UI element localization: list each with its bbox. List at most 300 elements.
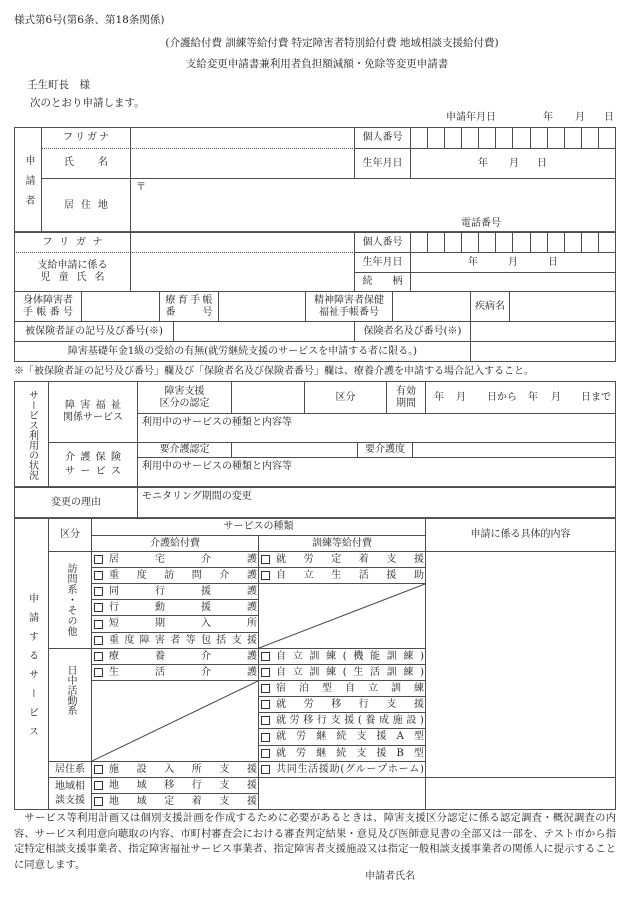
checkbox[interactable] xyxy=(94,620,103,629)
glyph: 生 xyxy=(297,763,308,775)
digit-cell[interactable] xyxy=(565,128,582,148)
application-year-unit: 年 xyxy=(543,112,553,123)
service-item-employment-retention[interactable] xyxy=(258,551,426,568)
glyph: 同 xyxy=(286,763,297,775)
glyph: 居 xyxy=(109,553,119,565)
digit-cell[interactable] xyxy=(565,233,582,252)
applicant-address-input[interactable] xyxy=(130,178,616,233)
application-date-label: 申請年月日 xyxy=(446,112,496,123)
label-line xyxy=(65,465,121,479)
service-item-community-settlement[interactable] xyxy=(91,793,259,810)
label-line: 福祉手帳番号 xyxy=(319,306,379,318)
applicant-birth-date-input[interactable] xyxy=(410,148,616,179)
label-text xyxy=(64,157,108,169)
glyph: 介 xyxy=(219,569,230,581)
label-line: 有効 xyxy=(396,385,416,397)
glyph: 泊 xyxy=(299,682,309,694)
glyph: 問 xyxy=(191,569,202,581)
glyph: 支 xyxy=(386,698,397,710)
checkbox[interactable] xyxy=(94,555,103,564)
child-name-input[interactable] xyxy=(130,252,355,292)
service-item-short-stay[interactable] xyxy=(91,615,259,633)
not-applicable-cell xyxy=(91,680,259,762)
glyph: 援 xyxy=(386,569,397,581)
insurance-note: ※「被保険者証の記号及び番号」欄及び「保険者名及び保険者番号」欄は、療養介護を申請する場合記入すること。 xyxy=(14,366,534,377)
applicant-birth-date-label: 生年月日 xyxy=(354,148,411,179)
glyph: フ xyxy=(42,236,53,248)
glyph: ル xyxy=(355,763,366,775)
glyph: 移 xyxy=(164,779,175,791)
glyph: 援 xyxy=(246,634,257,646)
glyph: ( xyxy=(342,666,347,678)
digit-cell[interactable] xyxy=(496,128,513,148)
relationship-input[interactable] xyxy=(410,272,616,292)
pension-label: 障害基礎年金1級の受給の有無(就労継続支援のサービスを申請する者に限る。) xyxy=(14,341,471,362)
checkbox[interactable] xyxy=(94,603,103,612)
glyph: 立 xyxy=(292,666,303,678)
physical-handbook-label xyxy=(14,291,82,322)
addressee: 壬生町長 様 xyxy=(27,79,90,91)
glyph: 動 xyxy=(155,601,165,613)
service-label xyxy=(109,780,257,792)
glyph: 施 xyxy=(109,763,119,775)
glyph: 支 xyxy=(330,714,341,726)
glyph: 続 xyxy=(362,276,373,287)
label-line xyxy=(41,272,105,284)
to-month-unit: 月 xyxy=(551,392,561,403)
digit-cell[interactable] xyxy=(496,233,513,252)
digit-cell[interactable] xyxy=(531,233,548,252)
from-month-unit: 月 xyxy=(456,392,466,403)
disease-name-input[interactable] xyxy=(509,291,616,322)
insured-card-input[interactable] xyxy=(173,321,355,342)
applicant-name-label xyxy=(41,148,131,179)
checkbox[interactable] xyxy=(94,797,103,806)
digit-cell[interactable] xyxy=(582,233,599,252)
support-class-label[interactable]: 区分 xyxy=(304,381,387,414)
glyph: 護 xyxy=(80,452,91,463)
digit-cell[interactable] xyxy=(479,128,496,148)
glyph: 手 xyxy=(23,306,33,318)
digit-cell[interactable] xyxy=(411,233,428,252)
child-birth-date-input[interactable] xyxy=(410,252,616,273)
applicant-name-input[interactable] xyxy=(130,148,355,179)
glyph: 護 xyxy=(246,569,257,581)
ryoiku-handbook-input[interactable] xyxy=(218,291,306,322)
glyph: 定 xyxy=(164,795,175,807)
digit-cell[interactable] xyxy=(513,233,530,252)
service-item-independent-living[interactable] xyxy=(258,567,426,584)
glyph: 助 xyxy=(413,569,424,581)
ryoiku-handbook-label xyxy=(159,291,219,322)
glyph: リ xyxy=(59,236,70,248)
digit-cell[interactable] xyxy=(548,233,565,252)
digit-cell[interactable] xyxy=(445,233,462,252)
glyph: 訓 xyxy=(309,650,320,662)
service-item-medical-care[interactable] xyxy=(91,648,259,665)
change-reason-label: 変更の理由 xyxy=(14,487,138,519)
glyph: 氏 xyxy=(64,157,74,168)
glyph: 護 xyxy=(247,666,257,678)
glyph: 険 xyxy=(110,452,121,463)
glyph: 機 xyxy=(353,650,364,662)
category-text: 地域相談支援 xyxy=(55,780,85,806)
diagonal-strike-line xyxy=(259,584,425,648)
service-label xyxy=(109,570,257,582)
change-reason-input[interactable]: モニタリング期間の変更 xyxy=(137,487,616,519)
glyph: 訓 xyxy=(391,682,401,694)
application-date-input[interactable] xyxy=(500,111,615,125)
glyph: 保 xyxy=(95,452,106,463)
support-class-cert-label xyxy=(137,381,232,414)
glyph: 番 xyxy=(165,306,176,318)
details-header: 申請に係る具体的内容 xyxy=(425,518,616,552)
service-label xyxy=(276,748,424,760)
requested-services-section-label xyxy=(14,518,49,810)
applicant-section-label xyxy=(14,127,42,233)
glyph: 地 xyxy=(98,199,108,211)
checkbox[interactable] xyxy=(94,636,103,645)
validity-period-input[interactable] xyxy=(425,381,616,414)
glyph: 番 xyxy=(49,306,60,318)
glyph: 就 xyxy=(276,747,286,759)
applicant-individual-number-label: 個人番号 xyxy=(354,127,411,149)
service-item-life-training[interactable] xyxy=(258,664,426,681)
consent-text: サービス等利用計画又は個別支援計画を作成するために必要があるときは、障害支援区分認定に係る認定調査・概況調査の内容、サービス利用意向聴取の内容、市町村審査会における審査判定結果・意見及び医師意見書の全部又は一部を、テスト市から指定特定相談支援事業者、指定障害福祉サービス事業者、指定障害者支援施設又は指定一般相談支援事業者の関係人に提示することに同意します。 xyxy=(14,812,616,871)
glyph: 居 xyxy=(64,199,74,211)
label-line: 期間 xyxy=(396,397,416,409)
checkbox[interactable] xyxy=(261,668,270,677)
service-item-employment-continuation-b[interactable] xyxy=(258,745,426,762)
glyph: ー xyxy=(366,763,377,775)
intro-text: 次のとおり申請します。 xyxy=(30,97,145,109)
service-item-functional-training[interactable] xyxy=(258,648,426,665)
label-line: 区分の認定 xyxy=(159,397,210,409)
service-item-severe-visiting-care[interactable] xyxy=(91,567,259,584)
service-label xyxy=(276,570,424,582)
diagonal-strike-line xyxy=(92,681,258,761)
form-title: 支給変更申請書兼利用者負担額減額・免除等変更申請書 xyxy=(185,58,449,70)
glyph: 名 xyxy=(98,157,108,168)
day-unit: 日 xyxy=(537,158,547,169)
glyph: B xyxy=(396,747,404,759)
checkbox[interactable] xyxy=(94,765,103,774)
checkbox[interactable] xyxy=(261,716,270,725)
checkbox[interactable] xyxy=(261,652,270,661)
digit-cell[interactable] xyxy=(428,233,445,252)
glyph: 活 xyxy=(155,666,165,678)
glyph: 練 xyxy=(326,650,337,662)
glyph: 童 xyxy=(58,271,69,283)
child-furigana-label xyxy=(14,232,131,253)
digit-cell[interactable] xyxy=(479,233,496,252)
service-item-daily-life-care[interactable] xyxy=(91,664,259,681)
glyph: 継 xyxy=(316,747,327,759)
checkbox[interactable] xyxy=(261,571,270,580)
digit-cell[interactable] xyxy=(599,128,615,148)
community-training-blank-cell xyxy=(258,777,426,810)
physical-handbook-input[interactable] xyxy=(81,291,160,322)
glyph: 支 xyxy=(219,795,230,807)
glyph: ガ xyxy=(87,132,97,143)
care-cert-input[interactable] xyxy=(231,442,358,458)
month-unit: 月 xyxy=(508,257,518,268)
glyph: 域 xyxy=(136,795,147,807)
category-header: 区分 xyxy=(48,518,92,552)
glyph: 支 xyxy=(356,747,367,759)
child-individual-number xyxy=(410,232,616,253)
glyph: 自 xyxy=(276,569,286,581)
checkbox[interactable] xyxy=(261,733,270,742)
glyph: 所 xyxy=(247,618,257,629)
glyph: 括 xyxy=(216,634,227,646)
service-label xyxy=(109,796,257,808)
glyph: 行 xyxy=(109,601,119,613)
glyph: 入 xyxy=(201,618,211,629)
label-line: 精神障害者保健 xyxy=(314,294,384,306)
relationship-label xyxy=(354,272,411,292)
not-applicable-cell xyxy=(258,583,426,649)
glyph: 介 xyxy=(201,666,211,678)
glyph: 続 xyxy=(336,747,347,759)
glyph: 地 xyxy=(109,779,119,791)
glyph: 介 xyxy=(201,650,211,662)
service-label xyxy=(109,667,257,679)
glyph: ー xyxy=(398,763,409,775)
digit-cell[interactable] xyxy=(548,128,565,148)
service-item-behavioral-support[interactable] xyxy=(91,599,259,616)
to-day-unit: 日まで xyxy=(581,392,611,403)
label-line: 関係サービス xyxy=(63,412,123,423)
glyph: 期 xyxy=(155,618,165,629)
glyph: 労 xyxy=(303,698,314,710)
label-text xyxy=(63,132,109,144)
digit-cell[interactable] xyxy=(531,128,548,148)
service-label xyxy=(109,635,257,647)
glyph: 定 xyxy=(331,553,342,565)
day-unit: 日 xyxy=(548,257,558,268)
insurer-label: 保険者名及び番号(※) xyxy=(354,321,471,342)
signature-label: 申請者氏名 xyxy=(365,871,415,882)
digit-cell[interactable] xyxy=(462,128,479,148)
service-label xyxy=(109,651,257,663)
welfare-current-services-input[interactable]: 利用中のサービスの種類と内容等 xyxy=(137,413,616,443)
service-item-employment-transition[interactable] xyxy=(258,696,426,713)
glyph: 援 xyxy=(201,585,211,597)
glyph: 就 xyxy=(276,698,286,710)
benefit-types: (介護給付費 訓練等給付費 特定障害者特別給付費 地域相談支援給付費) xyxy=(165,37,499,49)
digit-cell[interactable] xyxy=(445,128,462,148)
service-label xyxy=(109,554,257,566)
checkbox[interactable] xyxy=(94,571,103,580)
service-item-home-care[interactable] xyxy=(91,551,259,568)
checkbox[interactable] xyxy=(261,749,270,758)
glyph: 療 xyxy=(165,294,176,306)
label-line xyxy=(65,451,121,465)
service-label xyxy=(276,731,424,743)
glyph: 介 xyxy=(65,452,75,463)
glyph: 練 xyxy=(403,666,414,678)
validity-period-label xyxy=(386,381,426,414)
glyph: 包 xyxy=(200,634,211,646)
glyph: 続 xyxy=(336,731,347,742)
checkbox[interactable] xyxy=(261,765,270,774)
care-level-input[interactable] xyxy=(412,442,616,458)
glyph: 入 xyxy=(164,763,175,775)
glyph: ム xyxy=(409,763,420,775)
insured-card-label: 被保険者証の記号及び番号(※) xyxy=(14,321,174,342)
glyph: 練 xyxy=(414,682,424,694)
service-usage-section-label xyxy=(14,381,49,488)
glyph: 域 xyxy=(136,779,147,791)
child-name-label xyxy=(14,252,131,292)
service-item-employment-transition-facility[interactable] xyxy=(258,712,426,729)
glyph: 訓 xyxy=(309,666,320,678)
glyph: 労 xyxy=(289,714,300,726)
checkbox[interactable] xyxy=(94,781,103,790)
support-class-cert-input[interactable] xyxy=(231,381,305,414)
applicant-address-label xyxy=(41,178,131,233)
service-item-employment-continuation-a[interactable] xyxy=(258,728,426,746)
service-item-comprehensive-support[interactable] xyxy=(91,632,259,649)
child-furigana-input[interactable] xyxy=(130,232,355,253)
details-input[interactable] xyxy=(425,551,616,778)
checkbox[interactable] xyxy=(94,652,103,661)
label-line: 支給申請に係る xyxy=(37,259,108,271)
digit-cell[interactable] xyxy=(411,128,428,148)
glyph: 支 xyxy=(386,553,397,565)
service-label xyxy=(276,667,424,679)
glyph: 度 xyxy=(136,569,147,581)
glyph: 所 xyxy=(191,763,202,775)
glyph: 行 xyxy=(358,698,369,710)
glyph: 自 xyxy=(276,650,286,662)
digit-cell[interactable] xyxy=(513,128,530,148)
checkbox[interactable] xyxy=(94,668,103,677)
service-item-community-transition[interactable] xyxy=(91,777,259,794)
service-label xyxy=(276,764,424,776)
glyph: ス xyxy=(110,466,121,477)
category-day xyxy=(48,648,92,762)
glyph: 労 xyxy=(296,731,307,742)
digit-cell[interactable] xyxy=(599,233,615,252)
glyph: 労 xyxy=(296,747,307,759)
glyph: 能 xyxy=(370,650,381,662)
digit-cell[interactable] xyxy=(428,128,445,148)
month-unit: 月 xyxy=(509,158,519,169)
glyph: 祉 xyxy=(110,400,121,411)
service-item-group-home[interactable] xyxy=(258,761,426,778)
care-level-label: 要介護度 xyxy=(357,442,413,458)
label-line xyxy=(23,307,73,319)
glyph: 障 xyxy=(139,634,150,646)
service-item-accompanying-support[interactable] xyxy=(91,583,259,600)
mental-handbook-input[interactable] xyxy=(392,291,471,322)
glyph: 援 xyxy=(246,795,257,807)
pension-input[interactable] xyxy=(470,341,616,362)
digit-cell[interactable] xyxy=(462,233,479,252)
glyph: 自 xyxy=(276,666,286,678)
checkbox[interactable] xyxy=(94,587,103,596)
glyph: 護 xyxy=(247,553,257,565)
glyph: グ xyxy=(344,763,355,775)
glyph: ビ xyxy=(95,466,106,477)
glyph: ー xyxy=(80,466,91,477)
service-item-facility-admission[interactable] xyxy=(91,761,259,778)
glyph: 帳 xyxy=(36,306,47,318)
glyph: 柄 xyxy=(392,276,403,287)
address-value[interactable] xyxy=(145,183,445,213)
glyph: 援 xyxy=(318,763,329,775)
glyph: 就 xyxy=(276,553,286,565)
glyph: ナ xyxy=(99,132,109,143)
glyph: 活 xyxy=(308,763,319,775)
community-details-input[interactable] xyxy=(425,777,616,810)
service-label xyxy=(109,602,257,614)
from-day-unit: 日から xyxy=(487,392,517,403)
glyph: 型 xyxy=(414,731,424,742)
checkbox[interactable] xyxy=(261,684,270,693)
signature-input[interactable] xyxy=(420,868,610,886)
glyph: 行 xyxy=(191,779,202,791)
checkbox[interactable] xyxy=(261,555,270,564)
glyph: ホ xyxy=(387,763,398,775)
glyph: 重 xyxy=(109,569,119,581)
glyph: 施 xyxy=(392,714,403,726)
glyph: 援 xyxy=(413,698,424,710)
checkbox[interactable] xyxy=(261,700,270,709)
glyph: 訓 xyxy=(386,650,397,662)
glyph: 生 xyxy=(109,666,119,678)
care-benefit-header: 介護給付費 xyxy=(91,535,259,552)
child-individual-number-label: 個人番号 xyxy=(354,232,411,253)
glyph: 着 xyxy=(358,553,369,565)
glyph: 継 xyxy=(316,731,327,742)
welfare-services-label xyxy=(48,381,138,443)
glyph: 型 xyxy=(413,747,424,759)
applicant-furigana-input[interactable] xyxy=(130,127,355,149)
glyph: 号 xyxy=(202,306,213,318)
service-label xyxy=(276,683,424,695)
digit-cell[interactable] xyxy=(582,128,599,148)
glyph: 立 xyxy=(292,650,303,662)
glyph: ) xyxy=(420,650,424,662)
glyph: 護 xyxy=(247,601,257,613)
glyph: 手 xyxy=(190,294,201,306)
service-item-residential-training[interactable] xyxy=(258,680,426,697)
glyph: 活 xyxy=(370,666,381,678)
care-current-services-input[interactable]: 利用中のサービスの種類と内容等 xyxy=(137,457,616,488)
glyph: 害 xyxy=(154,634,165,646)
training-benefit-header: 訓練等給付費 xyxy=(258,535,426,552)
glyph: 立 xyxy=(303,569,314,581)
child-birth-date-label: 生年月日 xyxy=(354,252,411,273)
glyph: 援 xyxy=(246,763,257,775)
label-text xyxy=(363,276,403,288)
category-residential: 居住系 xyxy=(48,761,92,778)
glyph: 援 xyxy=(413,553,424,565)
glyph: 同 xyxy=(109,585,119,597)
glyph: 立 xyxy=(368,682,378,694)
applicant-furigana-label xyxy=(41,127,131,149)
insurer-input[interactable] xyxy=(470,321,616,342)
glyph: 帳 xyxy=(202,294,213,306)
mental-handbook-label xyxy=(305,291,393,322)
to-year-unit: 年 xyxy=(528,392,538,403)
phone-input[interactable] xyxy=(506,217,611,231)
applicant-section-text: 申請者 xyxy=(23,155,34,215)
form-number: 様式第6号(第6条、第18条関係) xyxy=(14,14,165,26)
